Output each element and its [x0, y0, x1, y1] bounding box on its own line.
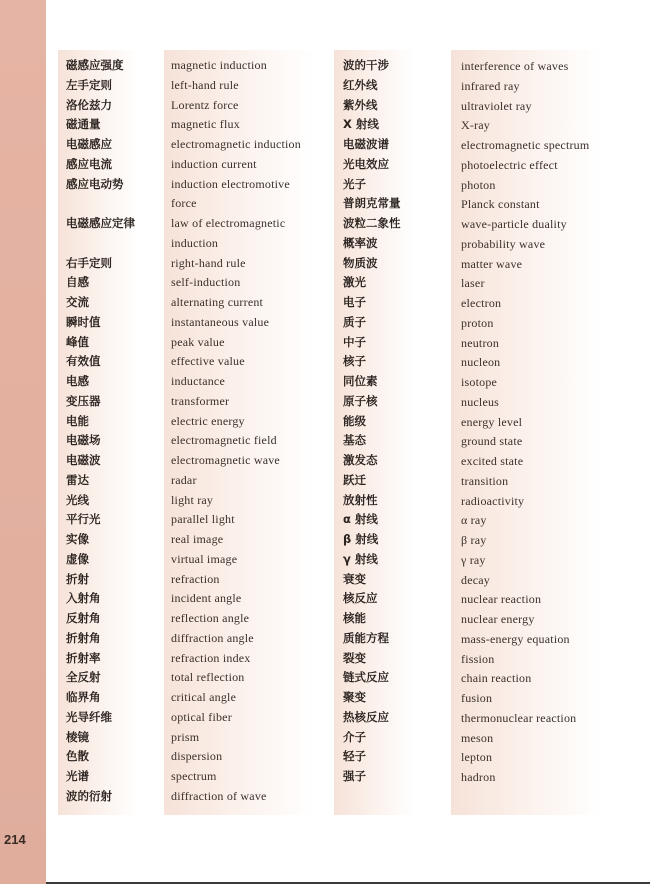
- chinese-term: 核子: [343, 354, 366, 369]
- chinese-term: 变压器: [66, 393, 101, 408]
- english-term: nuclear energy: [461, 612, 535, 626]
- english-term: infrared ray: [461, 78, 520, 93]
- chinese-term: 激光: [343, 275, 366, 290]
- left-english-terms-column: [171, 56, 301, 807]
- english-term: virtual image: [171, 551, 238, 566]
- chinese-term: 电磁感应: [66, 137, 112, 151]
- chinese-term: 放射性: [343, 492, 378, 507]
- english-term: optical fiber: [171, 709, 232, 724]
- chinese-term: 有效值: [66, 354, 101, 369]
- chinese-term: 基态: [343, 433, 366, 448]
- chinese-term: 原子核: [343, 393, 378, 408]
- chinese-term: 核反应: [343, 591, 378, 606]
- chinese-term: 跃迁: [343, 472, 366, 487]
- chinese-term: 物质波: [343, 255, 378, 270]
- chinese-term: 能级: [343, 413, 366, 428]
- chinese-term: 热核反应: [343, 709, 389, 724]
- chinese-term: 电感: [66, 374, 89, 388]
- english-term: photon: [461, 177, 496, 192]
- chinese-term: 实像: [66, 532, 89, 546]
- chinese-term: 普朗克常量: [343, 196, 401, 211]
- english-term: chain reaction: [461, 671, 532, 686]
- english-term: electromagnetic field: [171, 433, 277, 448]
- chinese-term: 虚像: [66, 551, 89, 566]
- english-term: radar: [171, 472, 197, 487]
- english-term: hadron: [461, 770, 496, 784]
- english-term: nuclear reaction: [461, 592, 542, 607]
- english-term: radioactivity: [461, 493, 525, 508]
- chinese-term: 棱镜: [66, 729, 89, 744]
- chinese-term: 色散: [66, 749, 89, 764]
- english-term: electromagnetic induction: [171, 137, 301, 151]
- chinese-term: 同位素: [343, 374, 378, 388]
- chinese-term: 磁感应强度: [66, 58, 124, 72]
- chinese-term: 反射角: [66, 611, 101, 625]
- chinese-term: 临界角: [66, 690, 101, 704]
- english-term: interference of waves: [461, 59, 569, 73]
- english-term: alternating current: [171, 295, 264, 309]
- chinese-term: 电磁场: [66, 433, 101, 448]
- chinese-term: 光子: [343, 176, 366, 191]
- page-number: 214: [4, 832, 26, 847]
- english-term: photoelectric effect: [461, 157, 558, 172]
- chinese-term: 轻子: [343, 749, 366, 764]
- chinese-term: 峰值: [66, 334, 89, 349]
- english-term: peak value: [171, 334, 225, 349]
- english-term: electron: [461, 296, 502, 310]
- english-term: decay: [461, 572, 490, 587]
- chinese-term: 核能: [343, 611, 366, 625]
- chinese-term: 概率波: [343, 235, 378, 250]
- english-term: real image: [171, 532, 224, 546]
- english-term: Planck constant: [461, 197, 540, 212]
- chinese-term: α 射线: [343, 512, 378, 527]
- chinese-term: 波的衍射: [66, 788, 112, 803]
- english-term: wave-particle duality: [461, 217, 567, 231]
- english-term: self-induction: [171, 275, 241, 290]
- english-term: induction electromotive: [171, 176, 290, 191]
- chinese-term: 右手定则: [66, 255, 112, 270]
- english-term: Lorentz force: [171, 97, 239, 112]
- english-term: reflection angle: [171, 611, 250, 625]
- chinese-term: [66, 194, 135, 214]
- chinese-term: 光线: [66, 492, 89, 507]
- english-term: instantaneous value: [171, 314, 270, 329]
- english-term: nucleon: [461, 355, 501, 370]
- chinese-term: 感应电流: [66, 156, 112, 171]
- english-term: laser: [461, 276, 485, 291]
- chinese-term: 红外线: [343, 77, 378, 92]
- english-term: transformer: [171, 393, 230, 408]
- english-term: neutron: [461, 335, 500, 350]
- chinese-term: 中子: [343, 334, 366, 349]
- chinese-term: 瞬时值: [66, 314, 101, 329]
- chinese-term: 入射角: [66, 591, 101, 606]
- english-term: force: [171, 196, 197, 211]
- chinese-term: 强子: [343, 769, 366, 783]
- english-term: incident angle: [171, 591, 242, 606]
- chinese-term: 电子: [343, 295, 366, 309]
- chinese-term: 平行光: [66, 512, 101, 527]
- english-term: law of electromagnetic: [171, 216, 286, 230]
- english-term: electric energy: [171, 413, 245, 428]
- english-term: induction: [171, 235, 219, 250]
- english-term: prism: [171, 729, 200, 744]
- chinese-term: 全反射: [66, 670, 101, 685]
- english-term: electromagnetic wave: [171, 453, 280, 467]
- english-term: X-ray: [461, 118, 490, 133]
- chinese-term: 介子: [343, 729, 366, 744]
- chinese-term: 折射: [66, 571, 89, 586]
- english-term: right-hand rule: [171, 255, 246, 270]
- chinese-term: 链式反应: [343, 670, 389, 685]
- chinese-term: 光谱: [66, 769, 89, 783]
- chinese-term: 自感: [66, 275, 89, 290]
- english-term: isotope: [461, 375, 498, 389]
- english-term: excited state: [461, 454, 524, 468]
- chinese-term: 洛伦兹力: [66, 97, 112, 112]
- chinese-term: 交流: [66, 295, 89, 309]
- english-term: inductance: [171, 374, 225, 388]
- chinese-term: 波的干涉: [343, 58, 389, 72]
- chinese-term: 感应电动势: [66, 176, 124, 191]
- english-term: parallel light: [171, 512, 235, 527]
- chinese-term: 电磁波谱: [343, 137, 389, 151]
- chinese-term: 电磁波: [66, 453, 101, 467]
- english-term: ground state: [461, 434, 523, 449]
- chinese-term: 质能方程: [343, 630, 389, 645]
- chinese-term: 质子: [343, 314, 366, 329]
- right-chinese-terms-column: [343, 56, 401, 787]
- english-term: α ray: [461, 513, 487, 528]
- english-term: energy level: [461, 414, 523, 429]
- english-term: proton: [461, 315, 494, 330]
- chinese-term: 激发态: [343, 453, 378, 467]
- english-term: transition: [461, 473, 509, 488]
- chinese-term: X 射线: [343, 117, 379, 132]
- chinese-term: 折射角: [66, 630, 101, 645]
- chinese-term: 裂变: [343, 650, 366, 665]
- page-margin-strip: [0, 0, 46, 884]
- chinese-term: 衰变: [343, 571, 366, 586]
- english-term: effective value: [171, 354, 245, 369]
- english-term: γ ray: [461, 552, 486, 567]
- english-term: refraction: [171, 571, 220, 586]
- chinese-term: 电磁感应定律: [66, 216, 135, 230]
- chinese-term: [66, 234, 135, 254]
- chinese-term: 光导纤维: [66, 709, 112, 724]
- chinese-term: 紫外线: [343, 97, 378, 112]
- english-term: diffraction of wave: [171, 788, 267, 803]
- english-term: total reflection: [171, 670, 245, 685]
- english-term: induction current: [171, 156, 257, 171]
- english-term: probability wave: [461, 236, 546, 251]
- english-term: β ray: [461, 533, 487, 547]
- chinese-term: 左手定则: [66, 77, 112, 92]
- english-term: fusion: [461, 691, 493, 705]
- english-term: left-hand rule: [171, 77, 239, 92]
- chinese-term: 磁通量: [66, 117, 101, 132]
- english-term: thermonuclear reaction: [461, 710, 577, 725]
- left-chinese-terms-column: [66, 56, 135, 807]
- chinese-term: 折射率: [66, 650, 101, 665]
- chinese-term: β 射线: [343, 532, 379, 546]
- right-english-terms-column: [461, 57, 589, 788]
- chinese-term: 光电效应: [343, 156, 389, 171]
- english-term: meson: [461, 730, 494, 745]
- english-term: ultraviolet ray: [461, 98, 532, 113]
- english-term: lepton: [461, 750, 493, 765]
- english-term: electromagnetic spectrum: [461, 138, 590, 152]
- english-term: light ray: [171, 492, 214, 507]
- english-term: magnetic induction: [171, 58, 267, 72]
- english-term: diffraction angle: [171, 630, 254, 645]
- english-term: spectrum: [171, 769, 217, 783]
- english-term: refraction index: [171, 650, 251, 665]
- english-term: mass-energy equation: [461, 631, 570, 646]
- english-term: fission: [461, 651, 495, 666]
- chinese-term: 电能: [66, 413, 89, 428]
- english-term: nucleus: [461, 394, 500, 409]
- chinese-term: 雷达: [66, 472, 89, 487]
- english-term: matter wave: [461, 256, 523, 271]
- english-term: dispersion: [171, 749, 223, 764]
- chinese-term: 波粒二象性: [343, 216, 401, 230]
- english-term: magnetic flux: [171, 117, 240, 132]
- chinese-term: 聚变: [343, 690, 366, 704]
- english-term: critical angle: [171, 690, 237, 704]
- chinese-term: γ 射线: [343, 551, 378, 566]
